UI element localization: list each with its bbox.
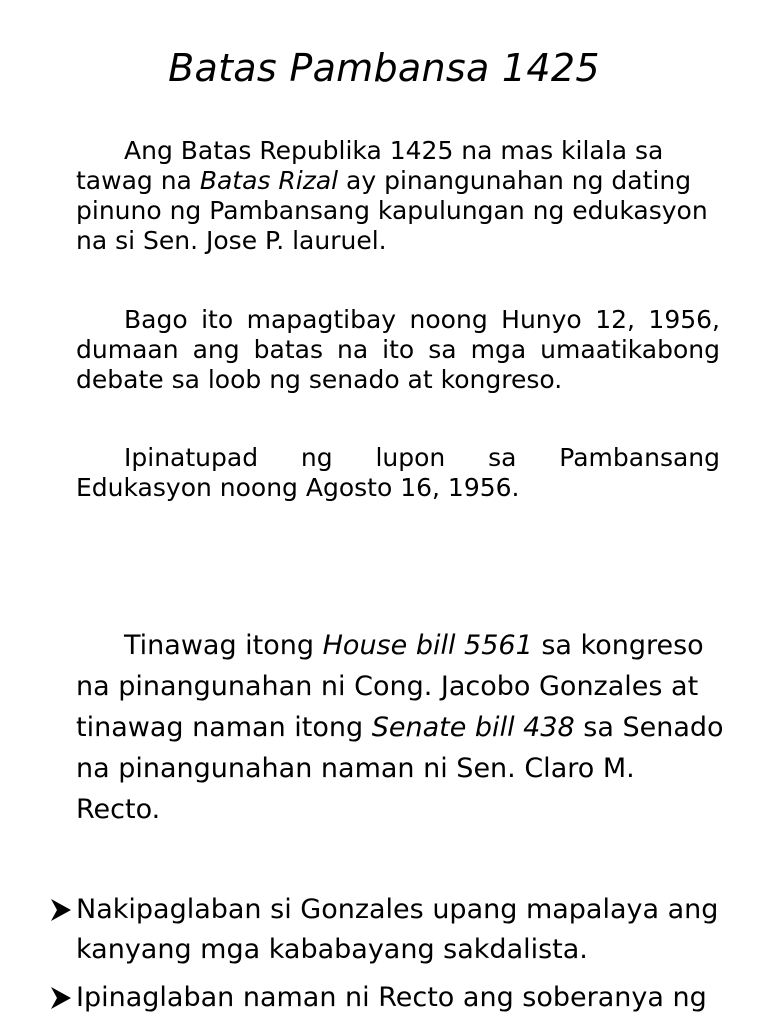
paragraph-hunyo: Bago ito mapagtibay noong Hunyo 12, 1956, dumaan ang batas na ito sa mga umaatikabong debate sa loob ng senado at kongreso. (76, 305, 720, 394)
bullet-item-recto (48, 978, 766, 1018)
paragraph-agosto: Ipinatupad ng lupon sa Pambansang Edukasyon noong Agosto 16, 1956. (76, 443, 720, 502)
emphasis-house-bill: House bill 5561 (322, 630, 533, 661)
paragraph-text: ay pinangunahan ng dating pinuno ng Pambansang kapulungan ng edukasyon na si Sen. Jose P. lauruel. (76, 166, 708, 255)
paragraph-text: sa kongreso na pinangunahan ni Cong. Jacobo Gonzales at tinawag naman itong (76, 630, 704, 743)
arrowhead-bullet-icon (48, 978, 74, 1018)
paragraph-text: sa Senado na pinangunahan naman ni Sen. Claro M. Recto. (76, 712, 724, 825)
bullet-item-gonzales (48, 890, 766, 970)
page-title: Batas Pambansa 1425 (168, 46, 600, 90)
emphasis-batas-rizal: Batas Rizal (199, 166, 339, 195)
paragraph-text: Ang Batas Republika 1425 na mas kilala sa tawag na (76, 136, 664, 195)
emphasis-senate-bill: Senate bill 438 (371, 712, 575, 743)
paragraph-text: Tinawag itong (124, 630, 323, 661)
arrowhead-bullet-icon (48, 890, 74, 930)
paragraph-batas-rizal (76, 136, 720, 256)
paragraph-house-senate-bill (76, 625, 726, 830)
bullet-text: Ipinaglaban naman ni Recto ang soberanya ng (76, 982, 707, 1013)
bullet-text: Nakipaglaban si Gonzales upang mapalaya ang kanyang mga kababayang sakdalista. (76, 894, 719, 965)
